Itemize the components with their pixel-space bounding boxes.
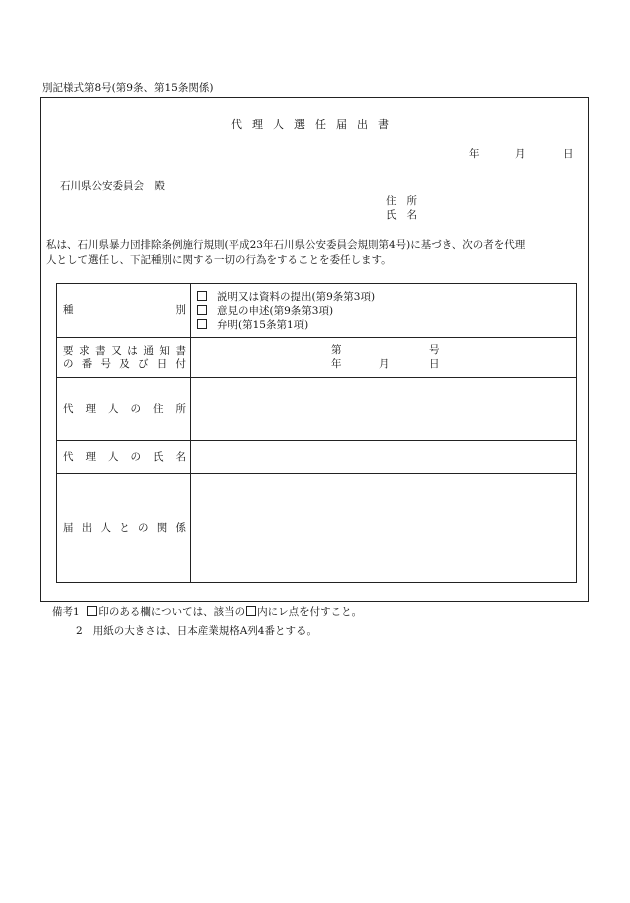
applicant-name-label: 氏名 bbox=[386, 209, 427, 221]
number-date-month: 月 bbox=[379, 357, 390, 370]
agent-name-label: 代理人の氏名 bbox=[63, 450, 186, 463]
delegation-statement bbox=[46, 238, 586, 268]
note-2-number: 2 bbox=[76, 625, 83, 637]
checkbox-defense[interactable] bbox=[197, 319, 207, 329]
table-row-agent-name bbox=[57, 441, 577, 474]
addressee: 石川県公安委員会 殿 bbox=[60, 180, 165, 192]
date-month-label: 月 bbox=[515, 148, 526, 160]
applicant-address-label: 住所 bbox=[386, 195, 427, 207]
number-label-cell bbox=[57, 338, 191, 378]
statement-line-1: 私は、石川県暴力団排除条例施行規則(平成23年石川県公安委員会規則第4号)に基づき、次の者を代理 bbox=[46, 239, 526, 251]
document-title: 代理人選任届出書 bbox=[231, 118, 399, 131]
checkbox-explanation[interactable] bbox=[197, 291, 207, 301]
note-1 bbox=[52, 606, 362, 619]
note-2 bbox=[76, 625, 317, 638]
number-label-line-1: 要求書又は通知書 bbox=[63, 344, 186, 357]
note-1-text-a: 印のある欄については、該当の bbox=[98, 606, 246, 618]
number-dai: 第 bbox=[331, 343, 342, 356]
note-2-text: 用紙の大きさは、日本産業規格A列4番とする。 bbox=[92, 625, 317, 637]
table-row-number bbox=[57, 338, 577, 378]
table-row-agent-address bbox=[57, 378, 577, 441]
agent-name-label-cell bbox=[57, 441, 191, 474]
kind-option-defense[interactable]: 弁明(第15条第1項) bbox=[191, 318, 576, 332]
box-symbol-icon bbox=[246, 606, 256, 616]
relation-label: 届出人との関係 bbox=[63, 521, 186, 534]
note-1-text-b: 内にレ点を付すこと。 bbox=[257, 606, 363, 618]
number-label-line-2: の番号及び日付 bbox=[63, 357, 186, 370]
statement-line-2: 人として選任し、下記種別に関する一切の行為をすることを委任します。 bbox=[46, 254, 392, 266]
checkbox-opinion[interactable] bbox=[197, 305, 207, 315]
kind-label-right: 別 bbox=[175, 304, 186, 317]
table-row-relation bbox=[57, 474, 577, 583]
note-1-prefix: 備考1 bbox=[52, 606, 80, 618]
table-row-kind bbox=[57, 284, 577, 338]
kind-option-explanation[interactable]: 説明又は資料の提出(第9条第3項) bbox=[191, 290, 576, 304]
kind-label-cell bbox=[57, 284, 191, 338]
kind-option-opinion[interactable]: 意見の申述(第9条第3項) bbox=[191, 304, 576, 318]
agent-address-label-cell bbox=[57, 378, 191, 441]
agent-address-field[interactable] bbox=[191, 378, 577, 441]
relation-field[interactable] bbox=[191, 474, 577, 583]
number-date-day: 日 bbox=[429, 357, 440, 370]
form-number: 別記様式第8号(第9条、第15条関係) bbox=[42, 82, 214, 94]
agent-name-field[interactable] bbox=[191, 441, 577, 474]
date-year-label: 年 bbox=[469, 148, 480, 160]
relation-label-cell bbox=[57, 474, 191, 583]
number-date-year: 年 bbox=[331, 357, 342, 370]
agent-details-table bbox=[56, 283, 577, 583]
kind-label-left: 種 bbox=[63, 304, 74, 317]
box-symbol-icon bbox=[87, 606, 97, 616]
number-go: 号 bbox=[429, 343, 440, 356]
kind-options-cell bbox=[191, 284, 577, 338]
number-value-cell[interactable] bbox=[191, 338, 577, 378]
agent-address-label: 代理人の住所 bbox=[63, 402, 186, 415]
date-day-label: 日 bbox=[563, 148, 574, 160]
